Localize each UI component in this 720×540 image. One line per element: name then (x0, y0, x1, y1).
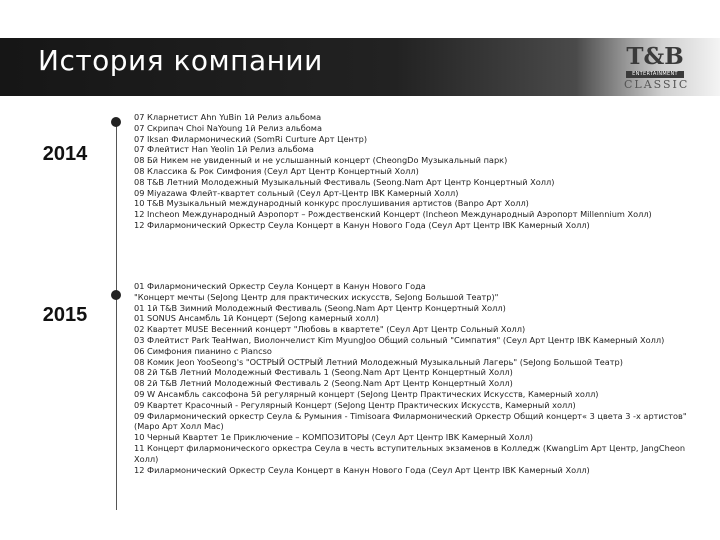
event-item: 06 Симфония пианино с Piancso (134, 345, 272, 356)
year-label-2015: 2015 (42, 304, 88, 326)
event-item: 09 Miyazawa Флейт-квартет сольный (Сеул Арт-Центр IBK Камерный Холл) (134, 187, 459, 198)
event-item: 08 T&B Летний Молодежный Музыкальный Фестиваль (Seong.Nam Арт Центр Концертный Холл) (134, 176, 555, 187)
event-item: 08 Классика & Рок Симфония (Сеул Арт Центр Концертный Холл) (134, 165, 419, 176)
event-item: 09 W Ансамбль саксофона 5й регулярный концерт (SeJong Центр Практических Искусств, Камерный холл) (134, 388, 599, 399)
event-item: 03 Флейтист Park TeaHwan, Виолончелист Kim MyungJoo Общий сольный "Симпатия" (Сеул Арт Центр IBK Камерный Холл) (134, 334, 665, 345)
logo-main-text: T&B (626, 43, 684, 70)
year-label-2014: 2014 (42, 143, 88, 165)
logo-sub-text: CLASSIC (624, 78, 690, 91)
event-item: 08 2й T&B Летний Молодежный Фестиваль 2 (Seong.Nam Арт Центр Концертный Холл) (134, 378, 513, 389)
event-item: 08 Комик Jeon YooSeong's "ОСТРЫЙ ОСТРЫЙ Летний Молодежный Музыкальный Лагерь" (SeJong Большой Театр) (134, 356, 623, 367)
event-item: 07 Iksan Филармонический (SomRi Curture Арт Центр) (134, 133, 368, 144)
events-2014 (134, 112, 694, 231)
event-item: 02 Квартет MUSE Весенний концерт "Любовь в квартете" (Сеул Арт Центр Сольный Холл) (134, 324, 526, 335)
event-item: 11 Концерт филармонического оркестра Сеула в честь вступительных экзаменов в Колледж (KwangLim Арт Центр, JangCheon Холл) (134, 442, 686, 464)
event-item: 01 1й T&B Зимний Молодежный Фестиваль (Seong.Nam Арт Центр Концертный Холл) (134, 302, 506, 313)
event-item: 12 Incheon Международный Аэропорт – Рождественский Концерт (Incheon Международный Аэропорт Millennium Холл) (134, 209, 652, 220)
company-logo (624, 43, 690, 93)
event-item: 07 Флейтист Han Yeolin 1й Релиз альбома (134, 144, 314, 155)
events-2015 (134, 281, 694, 475)
event-item: 01 Филармонический Оркестр Сеула Концерт в Канун Нового Года (134, 281, 426, 291)
event-item: 12 Филармонический Оркестр Сеула Концерт в Канун Нового Года (Сеул Арт Центр IBK Камерный Холл) (134, 219, 590, 230)
event-item: 07 Скрипач Choi NaYoung 1й Релиз альбома (134, 122, 322, 133)
logo-bar-text: ENTERTAINMENT (626, 71, 684, 78)
event-item: 09 Квартет Красочный - Регулярный Концерт (SeJong Центр Практических Искусств, Камерный холл) (134, 399, 576, 410)
event-item: 12 Филармонический Оркестр Сеула Концерт в Канун Нового Года (Сеул Арт Центр IBK Камерный Холл) (134, 464, 590, 475)
timeline-line (116, 118, 117, 510)
page-title: История компании (38, 44, 323, 77)
event-item: 08 2й T&B Летний Молодежный Фестиваль 1 (Seong.Nam Арт Центр Концертный Холл) (134, 367, 513, 378)
event-item: 10 Черный Квартет 1е Приключение – КОМПОЗИТОРЫ (Сеул Арт Центр IBK Камерный Холл) (134, 432, 534, 443)
timeline-dot-2015 (111, 290, 121, 300)
event-item: "Концерт мечты (SeJong Центр для практических искусств, SeJong Большой Театр)" (134, 291, 499, 302)
event-item: 10 T&B Музыкальный международный конкурс прослушивания артистов (Banpo Арт Холл) (134, 198, 529, 209)
event-item: 01 SONUS Ансамбль 1й Концерт (SeJong камерный холл) (134, 313, 379, 324)
event-item: 07 Кларнетист Ahn YuBin 1й Релиз альбома (134, 112, 322, 122)
timeline-dot-2014 (111, 117, 121, 127)
event-item: 09 Филармонический оркестр Сеула & Румыния - Timisoara Филармонический Оркестр Общий концерт« 3 цвета 3 -х артистов"(Mapo Арт Холл Mac) (134, 410, 687, 432)
event-item: 08 Бй Никем не увиденный и не услышанный концерт (CheongDo Музыкальный парк) (134, 155, 508, 166)
